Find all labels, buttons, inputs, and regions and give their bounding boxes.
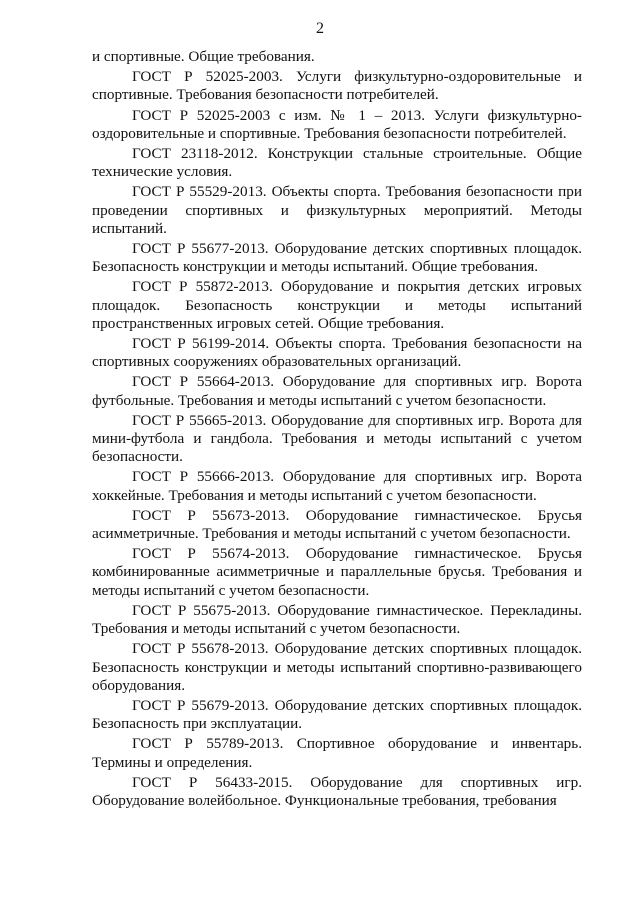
paragraph: ГОСТ Р 56433-2015. Оборудование для спортивных игр. Оборудование волейбольное. Функциональные требования, требования (92, 773, 582, 809)
paragraph: ГОСТ Р 55666-2013. Оборудование для спортивных игр. Ворота хоккейные. Требования и методы испытаний с учетом безопасности. (92, 468, 582, 504)
paragraph: ГОСТ Р 55665-2013. Оборудование для спортивных игр. Ворота для мини-футбола и гандбола. Требования и методы испытаний с учетом безопасности. (92, 411, 582, 466)
paragraph: ГОСТ Р 55679-2013. Оборудование детских спортивных площадок. Безопасность при эксплуатации. (92, 696, 582, 733)
paragraph: ГОСТ Р 55677-2013. Оборудование детских спортивных площадок. Безопасность конструкции и методы испытаний. Общие требования. (92, 240, 582, 276)
paragraph: ГОСТ 23118-2012. Конструкции стальные строительные. Общие технические условия. (92, 145, 582, 181)
paragraph: ГОСТ Р 55678-2013. Оборудование детских спортивных площадок. Безопасность конструкции и методы испытаний спортивно-развивающего оборудования. (92, 640, 582, 694)
paragraph: ГОСТ Р 52025-2003 с изм. № 1 – 2013. Услуги физкультурно-оздоровительные и спортивные. Требования безопасности потребителей. (92, 106, 582, 142)
paragraph: ГОСТ Р 55675-2013. Оборудование гимнастическое. Перекладины. Требования и методы испытаний с учетом безопасности. (92, 601, 582, 638)
paragraph: ГОСТ Р 56199-2014. Объекты спорта. Требования безопасности на спортивных сооружениях образовательных организаций. (92, 335, 582, 371)
paragraph: ГОСТ Р 55529-2013. Объекты спорта. Требования безопасности при проведении спортивных и физкультурных мероприятий. Методы испытаний. (92, 183, 582, 237)
paragraph: ГОСТ Р 55674-2013. Оборудование гимнастическое. Брусья комбинированные асимметричные и параллельные брусья. Требования и методы испытаний с учетом безопасности. (92, 545, 582, 599)
paragraph: и спортивные. Общие требования. (92, 48, 315, 65)
paragraph: ГОСТ Р 52025-2003. Услуги физкультурно-оздоровительные и спортивные. Требования безопасности потребителей. (92, 68, 582, 104)
paragraph: ГОСТ Р 55664-2013. Оборудование для спортивных игр. Ворота футбольные. Требования и методы испытаний с учетом безопасности. (92, 373, 582, 409)
page-number: 2 (316, 20, 324, 37)
document-body (92, 48, 582, 812)
paragraph: ГОСТ Р 55673-2013. Оборудование гимнастическое. Брусья асимметричные. Требования и методы испытаний с учетом безопасности. (92, 506, 582, 543)
paragraph: ГОСТ Р 55789-2013. Спортивное оборудование и инвентарь. Термины и определения. (92, 735, 582, 771)
paragraph: ГОСТ Р 55872-2013. Оборудование и покрытия детских игровых площадок. Безопасность конструкции и методы испытаний пространственных игровых сетей. Общие требования. (92, 278, 582, 332)
